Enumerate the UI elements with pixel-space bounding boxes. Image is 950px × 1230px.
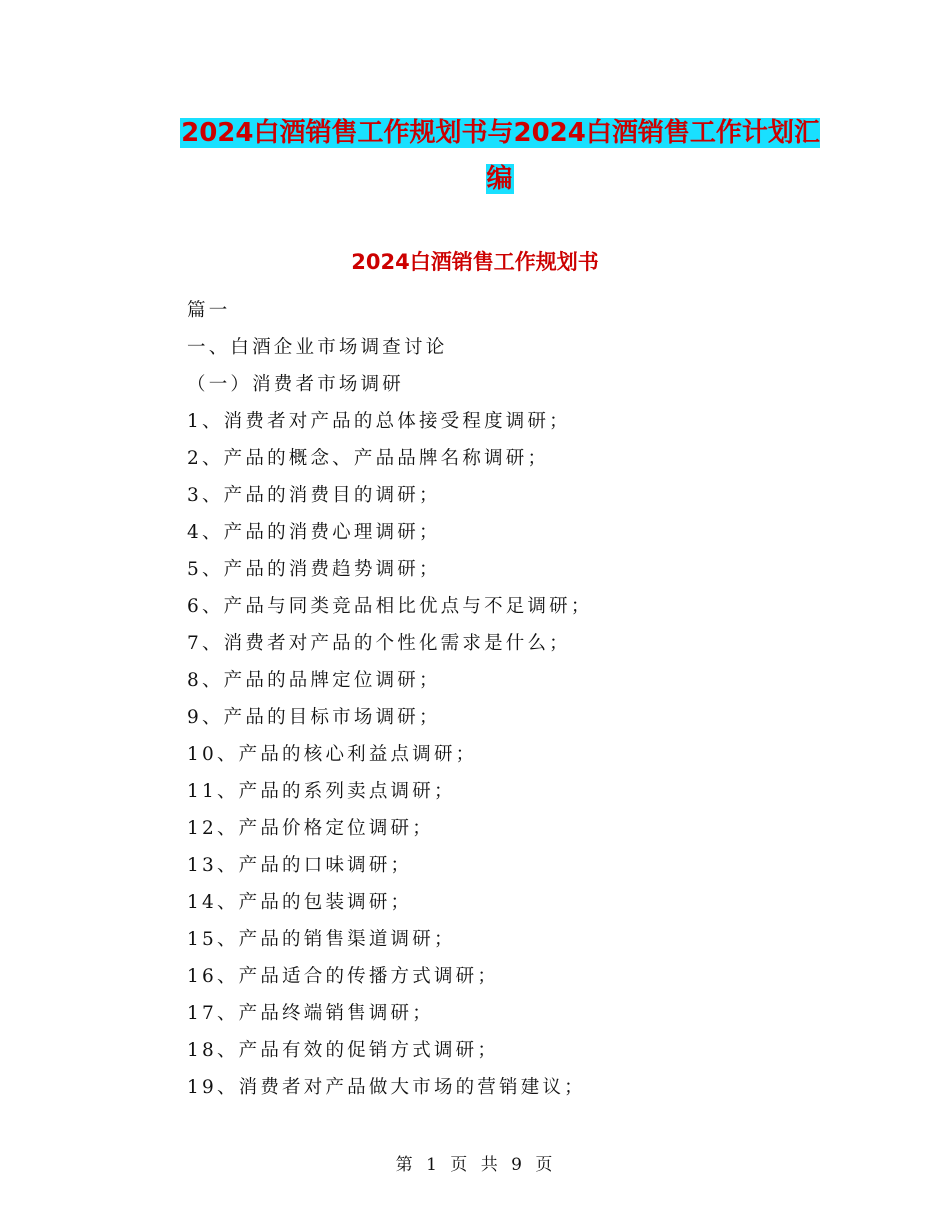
text-line: 14、产品的包装调研； [187,892,413,913]
text-line: 11、产品的系列卖点调研； [187,781,456,802]
page-footer: 第 1 页 共 9 页 [395,1155,555,1175]
text-line: 10、产品的核心利益点调研； [187,744,478,765]
text-line: 6、产品与同类竞品相比优点与不足调研； [187,596,593,617]
text-line: （一）消费者市场调研 [187,374,405,395]
text-line: 12、产品价格定位调研； [187,818,434,839]
text-line: 篇一 [187,300,231,321]
text-line: 1、消费者对产品的总体接受程度调研； [187,411,571,432]
text-line: 16、产品适合的传播方式调研； [187,966,500,987]
text-line: 15、产品的销售渠道调研； [187,929,456,950]
text-line: 5、产品的消费趋势调研； [187,559,441,580]
text-line: 9、产品的目标市场调研； [187,707,441,728]
text-line: 19、消费者对产品做大市场的营销建议； [187,1077,586,1098]
text-line: 8、产品的品牌定位调研； [187,670,441,691]
section-title: 2024白酒销售工作规划书 [351,250,599,274]
text-line: 3、产品的消费目的调研； [187,485,441,506]
text-line: 13、产品的口味调研； [187,855,413,876]
text-line: 一、白酒企业市场调查讨论 [187,337,448,358]
text-line: 18、产品有效的促销方式调研； [187,1040,500,1061]
body-text [187,292,593,1106]
text-line: 4、产品的消费心理调研； [187,522,441,543]
text-line: 2、产品的概念、产品品牌名称调研； [187,448,550,469]
text-line: 7、消费者对产品的个性化需求是什么； [187,633,571,654]
document-title-text: 2024白酒销售工作规划书与2024白酒销售工作计划汇编 [181,118,820,194]
document-title [170,110,830,202]
text-line: 17、产品终端销售调研； [187,1003,434,1024]
